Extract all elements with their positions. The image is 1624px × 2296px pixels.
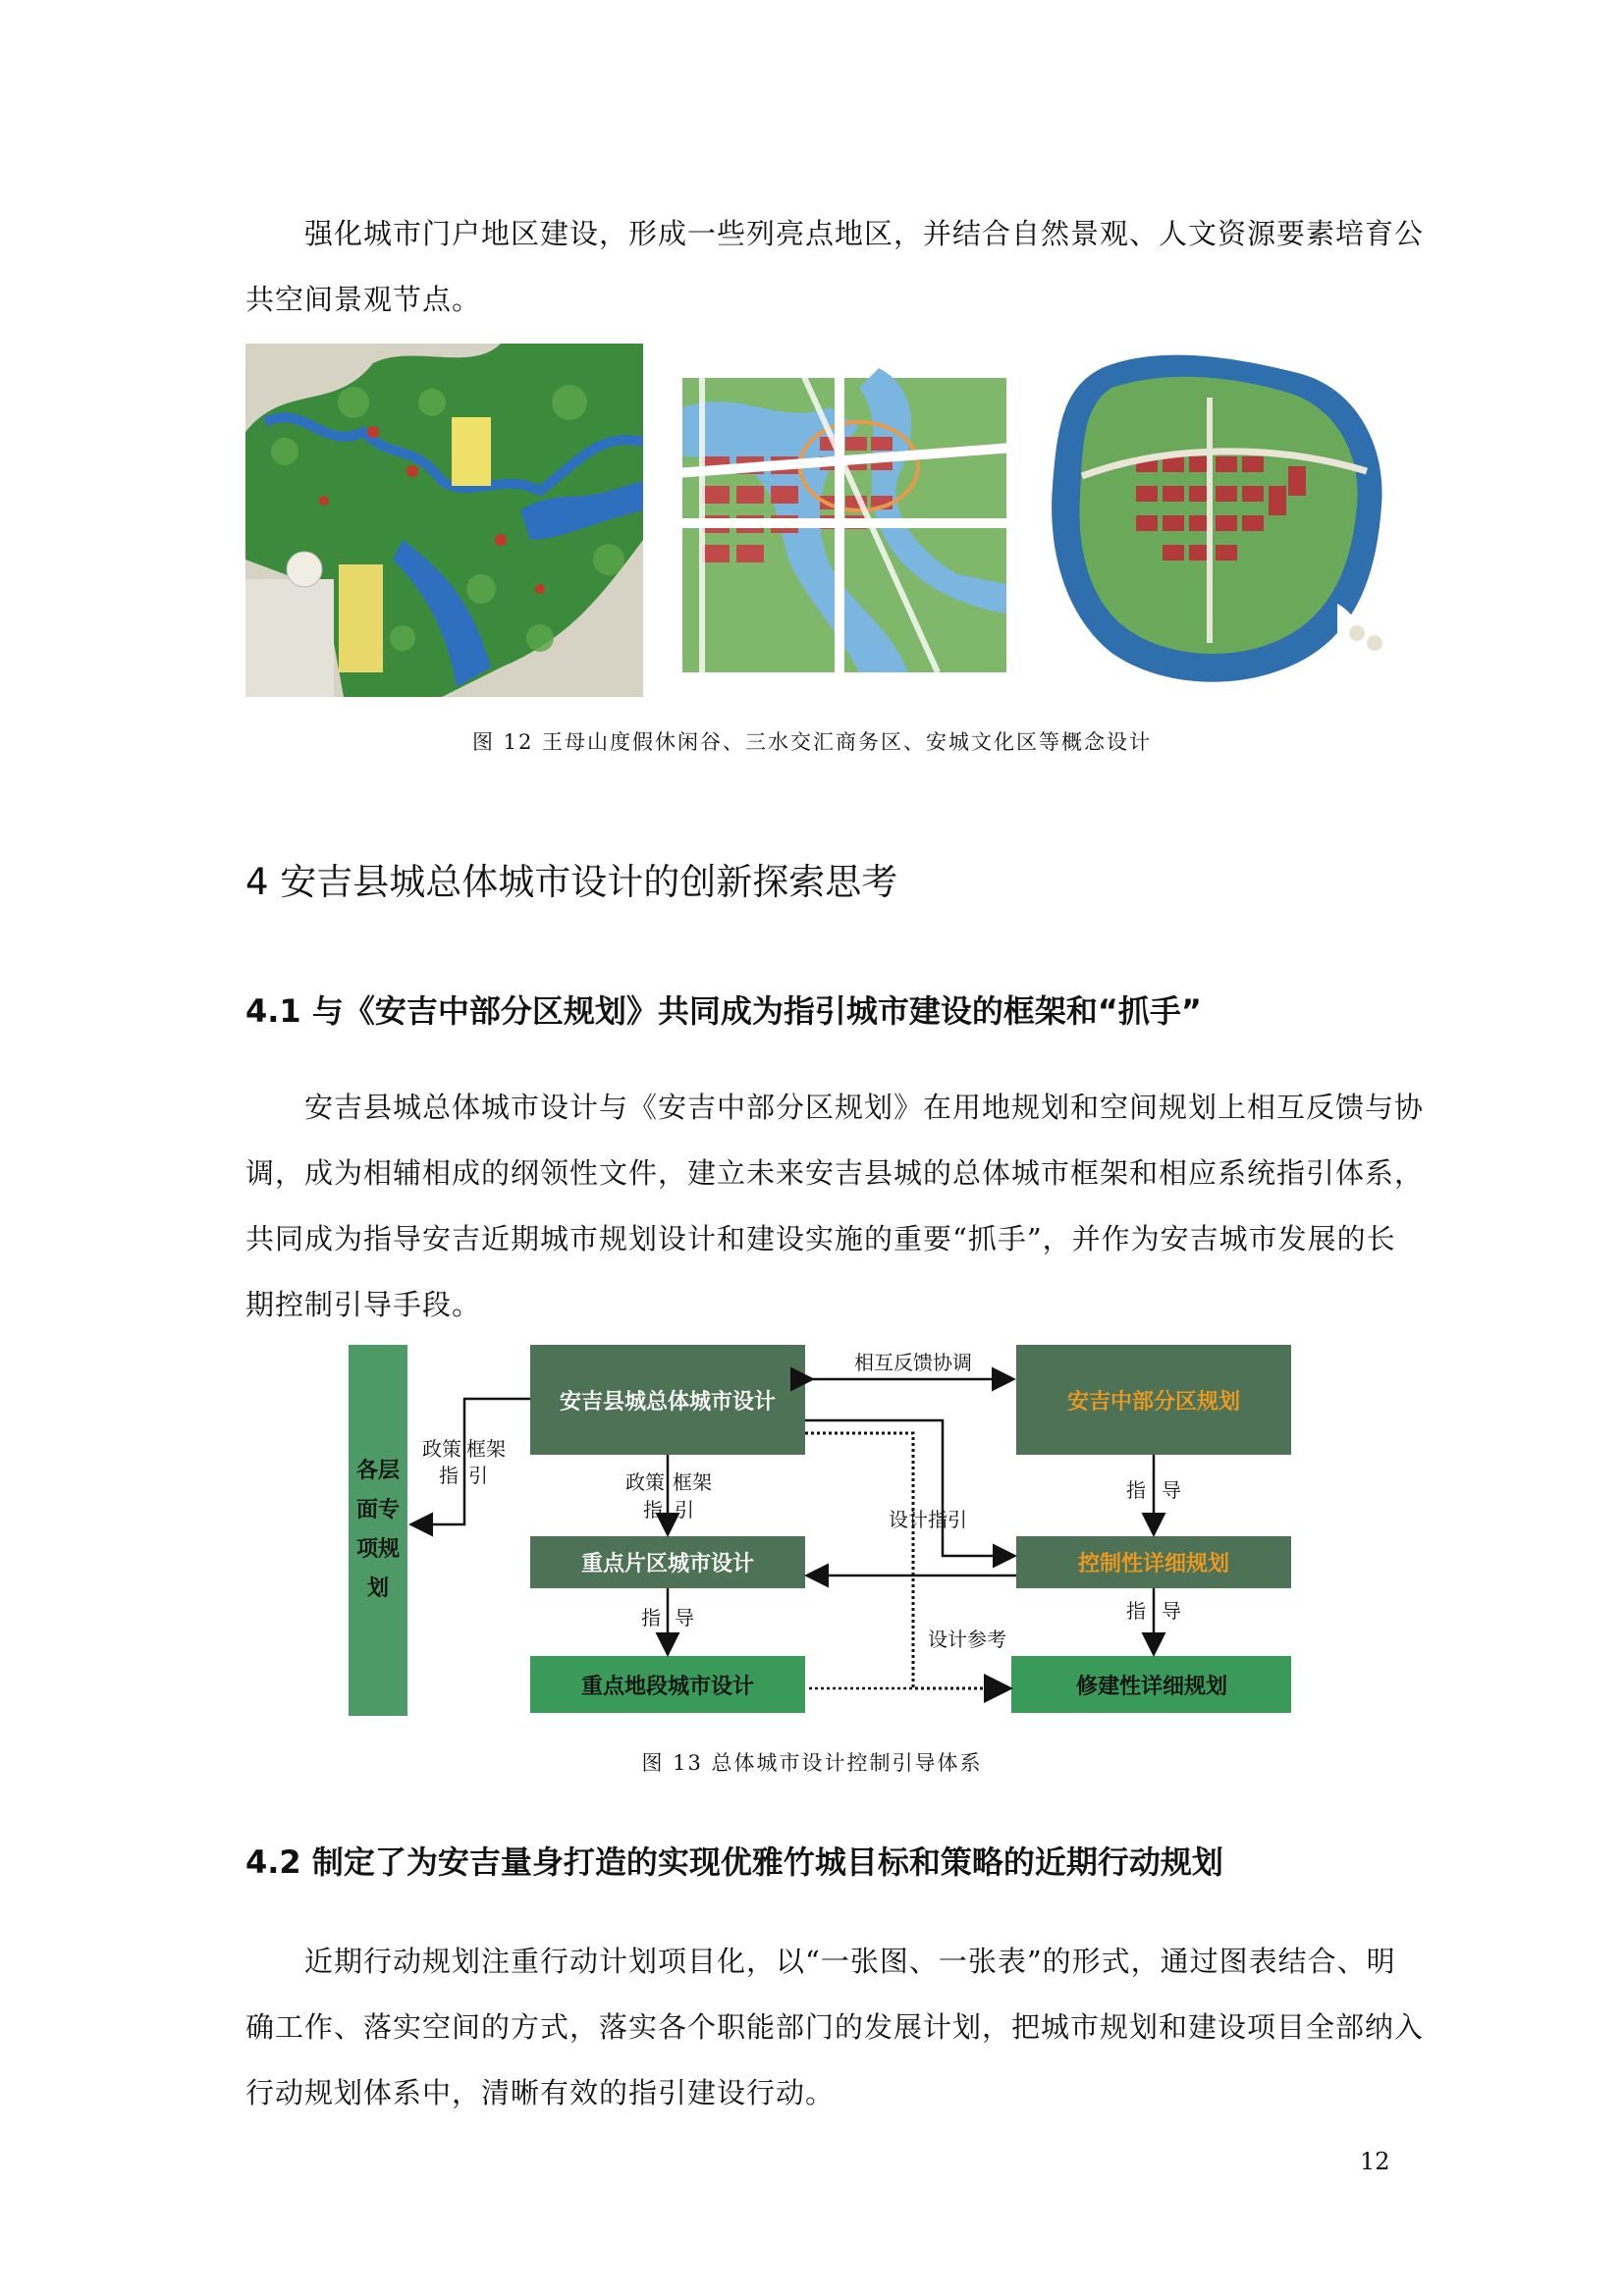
section-4-heading: 4 安吉县城总体城市设计的创新探索思考	[245, 861, 898, 903]
design-reference-label: 设计参考	[928, 1628, 1006, 1651]
paragraph-line: 行动规划体系中，清晰有效的指引建设行动。	[245, 2076, 836, 2109]
frame-label-2: 框架	[673, 1470, 712, 1494]
paragraph-line: 强化城市门户地区建设，形成一些列亮点地区，并结合自然景观、人文资源要素培育公	[304, 217, 1425, 250]
paragraph-line: 安吉县城总体城市设计与《安吉中部分区规划》在用地规划和空间规划上相互反馈与协	[304, 1091, 1425, 1124]
yin-label-2: 引	[675, 1498, 694, 1522]
policy-label: 政策	[422, 1437, 461, 1461]
paragraph-line: 近期行动规划注重行动计划项目化，以“一张图、一张表”的形式，通过图表结合、明	[304, 1945, 1396, 1978]
paragraph-line: 调，成为相辅相成的纲领性文件，建立未来安吉县城的总体城市框架和相应系统指引体系，	[245, 1156, 1425, 1190]
dao-label-3: 导	[675, 1606, 694, 1629]
constructive-plan-label: 修建性详细规划	[1075, 1675, 1228, 1699]
side-box-label: 划	[366, 1576, 390, 1601]
side-box-label: 项规	[355, 1537, 401, 1562]
figure-12-caption: 图 12 王母山度假休闲谷、三水交汇商务区、安城文化区等概念设计	[471, 730, 1153, 754]
zhi-label: 指	[439, 1464, 459, 1487]
regulatory-plan-label: 控制性详细规划	[1077, 1552, 1230, 1576]
section-4-1-heading: 4.1 与《安吉中部分区规划》共同成为指引城市建设的框架和“抓手”	[245, 992, 1202, 1030]
design-guide-label: 设计指引	[889, 1508, 967, 1531]
paragraph-line: 期控制引导手段。	[245, 1288, 482, 1321]
side-box	[349, 1345, 407, 1716]
intro-paragraph	[245, 201, 1424, 333]
side-box-label: 各层	[355, 1459, 401, 1483]
yin-label: 引	[468, 1464, 488, 1487]
design-guide-arrow	[805, 1420, 1012, 1556]
policy-arrow	[413, 1399, 530, 1524]
section-4-2-paragraph	[245, 1929, 1424, 2126]
section-4-2-heading: 4.2 制定了为安吉量身打造的实现优雅竹城目标和策略的近期行动规划	[245, 1843, 1223, 1881]
dao-label-5: 导	[1162, 1599, 1181, 1623]
concept-plan-image-ancheng	[1043, 348, 1394, 697]
section-4-1-paragraph	[245, 1075, 1424, 1338]
side-box-label: 面专	[355, 1498, 401, 1522]
figure-13-caption: 图 13 总体城市设计控制引导体系	[641, 1751, 983, 1775]
overall-design-label: 安吉县城总体城市设计	[559, 1390, 777, 1415]
page-number: 12	[1360, 2148, 1390, 2175]
paragraph-line: 共空间景观节点。	[245, 283, 482, 316]
zhi-label-4: 指	[1126, 1478, 1146, 1502]
zhi-label-2: 指	[643, 1498, 663, 1522]
district-plan-label: 安吉中部分区规划	[1066, 1390, 1241, 1415]
paragraph-line: 确工作、落实空间的方式，落实各个职能部门的发展计划，把城市规划和建设项目全部纳入	[245, 2010, 1425, 2044]
concept-plan-image-sanshui	[663, 348, 1026, 692]
paragraph-line: 共同成为指导安吉近期城市规划设计和建设实施的重要“抓手”，并作为安吉城市发展的长	[245, 1222, 1396, 1255]
dao-label-4: 导	[1162, 1478, 1181, 1502]
mutual-label: 相互反馈协调	[854, 1351, 972, 1374]
concept-plan-image-wangmushan	[245, 344, 643, 697]
key-section-label: 重点地段城市设计	[580, 1675, 755, 1699]
frame-label: 框架	[466, 1437, 506, 1461]
zhi-label-5: 指	[1126, 1599, 1146, 1623]
zhi-label-3: 指	[641, 1606, 661, 1629]
policy-label-2: 政策	[625, 1470, 665, 1494]
key-area-label: 重点片区城市设计	[580, 1552, 755, 1576]
figure-13-diagram	[339, 1340, 1301, 1723]
figure-12	[245, 344, 1394, 697]
